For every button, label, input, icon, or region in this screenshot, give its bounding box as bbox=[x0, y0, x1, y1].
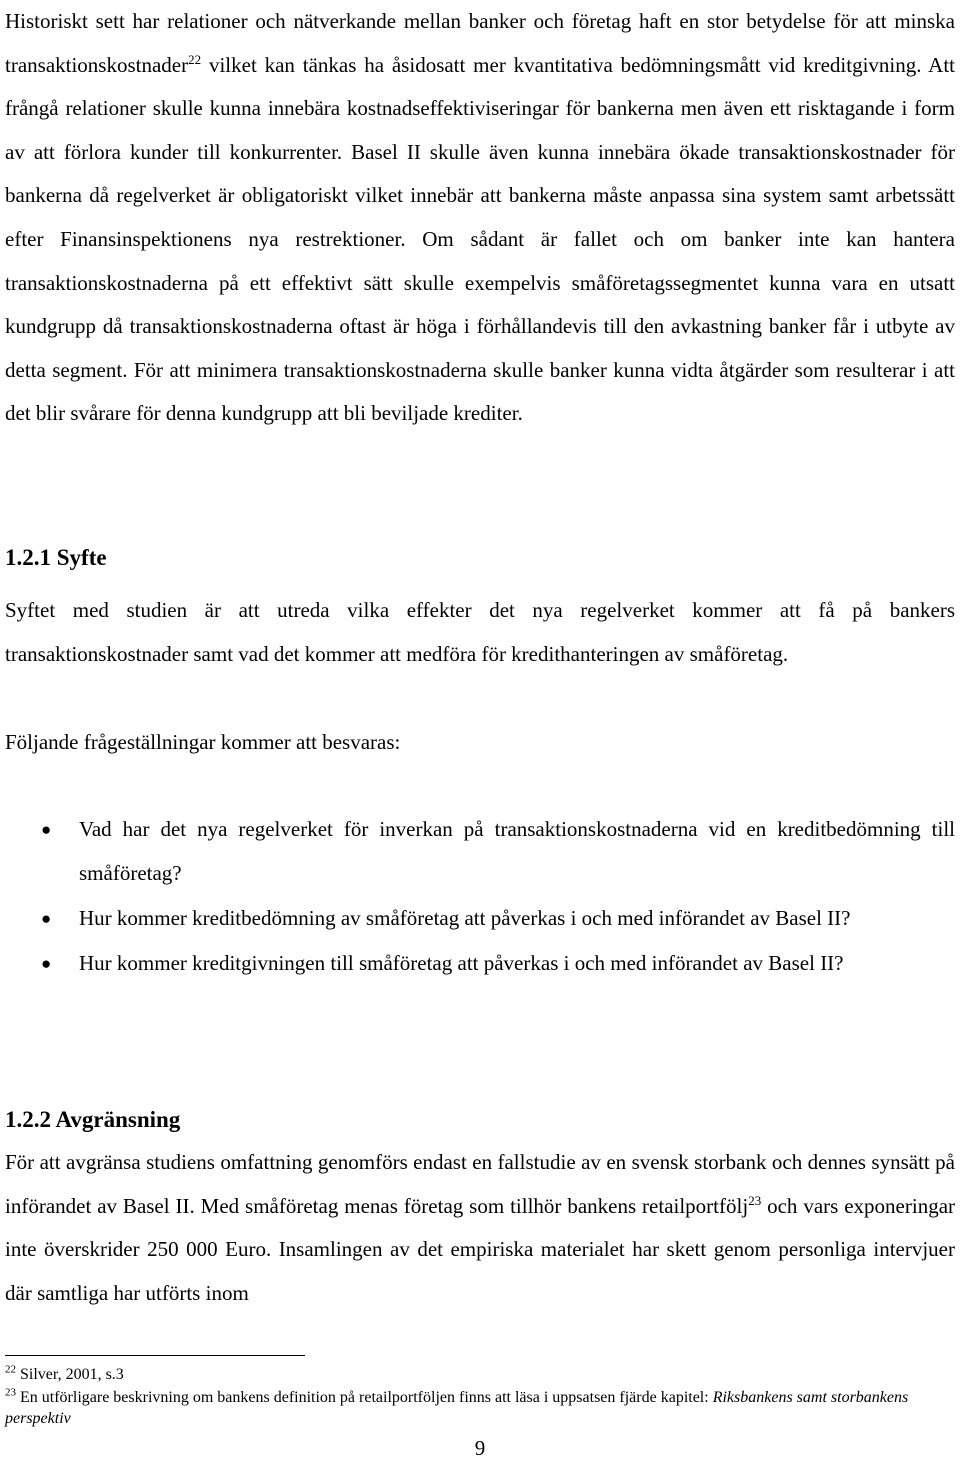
list-item bbox=[5, 942, 955, 986]
question-list bbox=[5, 808, 955, 987]
footnote-number: 23 bbox=[5, 1386, 16, 1399]
intro-text-b: vilket kan tänkas ha åsidosatt mer kvantitativa bedömningsmått vid kreditgivning. Att frångå relationer skulle kunna innebära kostnadseffektiviseringar för bankerna men även ett risktagande i form av att förlora kunder till konkurrenter. Basel II skulle även kunna innebära ökade transaktionskostnader för bankerna då regelverket är obligatoriskt vilket innebär att bankerna måste anpassa sina system samt arbetssätt efter Finansinspektionens nya restrektioner. Om sådant är fallet och om banker inte kan hantera transaktionskostnaderna på ett effektivt sätt skulle exempelvis småföretagssegmentet kunna vara en utsatt kundgrupp då transaktionskostnaderna oftast är höga i förhållandevis till den avkastning banker får i utbyte av detta segment. För att minimera transaktionskostnaderna skulle banker kunna vidta åtgärder som resulterar i att det blir svårare för denna kundgrupp att bli beviljade krediter. bbox=[5, 52, 955, 426]
intro-text-a: Historiskt sett har relationer och nätverkande mellan banker och företag haft en stor betydelse för att minska transaktionskostnader bbox=[5, 9, 955, 77]
bullet-icon: ● bbox=[41, 953, 52, 973]
list-item bbox=[5, 897, 955, 941]
footnote-ref-23: 23 bbox=[748, 1192, 762, 1208]
questions-intro: Följande frågeställningar kommer att besvaras: bbox=[5, 730, 401, 754]
footnote-text: Silver, 2001, s.3 bbox=[16, 1366, 124, 1383]
question-text: Hur kommer kreditgivningen till småföretag att påverkas i och med införandet av Basel II? bbox=[79, 950, 844, 975]
list-item bbox=[5, 808, 955, 895]
footnote-separator bbox=[5, 1355, 305, 1356]
footnote-23 bbox=[5, 1387, 955, 1429]
avg-text-b: och vars exponeringar inte överskrider 250 000 Euro. Insamlingen av det empiriska materialet har skett genom personliga intervjuer där samtliga har utförts inom bbox=[5, 1193, 956, 1305]
section-heading-avgransning: 1.2.2 Avgränsning bbox=[5, 1107, 181, 1132]
footnote-number: 22 bbox=[5, 1363, 16, 1376]
intro-paragraph bbox=[5, 0, 955, 436]
bullet-icon: ● bbox=[41, 820, 52, 839]
avg-text-a: För att avgränsa studiens omfattning genomförs endast en fallstudie av en svensk storbank och dennes synsätt på införandet av Basel II. Med småföretag menas företag som tillhör bankens retailportfölj bbox=[5, 1150, 955, 1218]
footnote-ref-22: 22 bbox=[188, 51, 202, 67]
page-number: 9 bbox=[474, 1436, 486, 1460]
question-text: Hur kommer kreditbedömning av småföretag att påverkas i och med införandet av Basel II? bbox=[79, 905, 851, 930]
section-heading-syfte: 1.2.1 Syfte bbox=[5, 545, 107, 570]
question-text: Vad har det nya regelverket för inverkan på transaktionskostnaderna vid en kreditbedömning till småföretag? bbox=[79, 817, 955, 885]
footnote-text: En utförligare beskrivning om bankens definition på retailportföljen finns att läsa i uppsatsen fjärde kapitel: bbox=[16, 1389, 713, 1406]
footnote-22 bbox=[5, 1364, 955, 1385]
bullet-icon: ● bbox=[41, 908, 52, 928]
footnote-italic-title: Riksbankens samt storbankens perspektiv bbox=[5, 1389, 909, 1427]
syfte-paragraph: Syftet med studien är att utreda vilka effekter det nya regelverket kommer att få på bankers transaktionskostnader samt vad det kommer att medföra för kredithanteringen av småföretag. bbox=[5, 598, 955, 666]
avgransning-paragraph bbox=[5, 1141, 955, 1315]
